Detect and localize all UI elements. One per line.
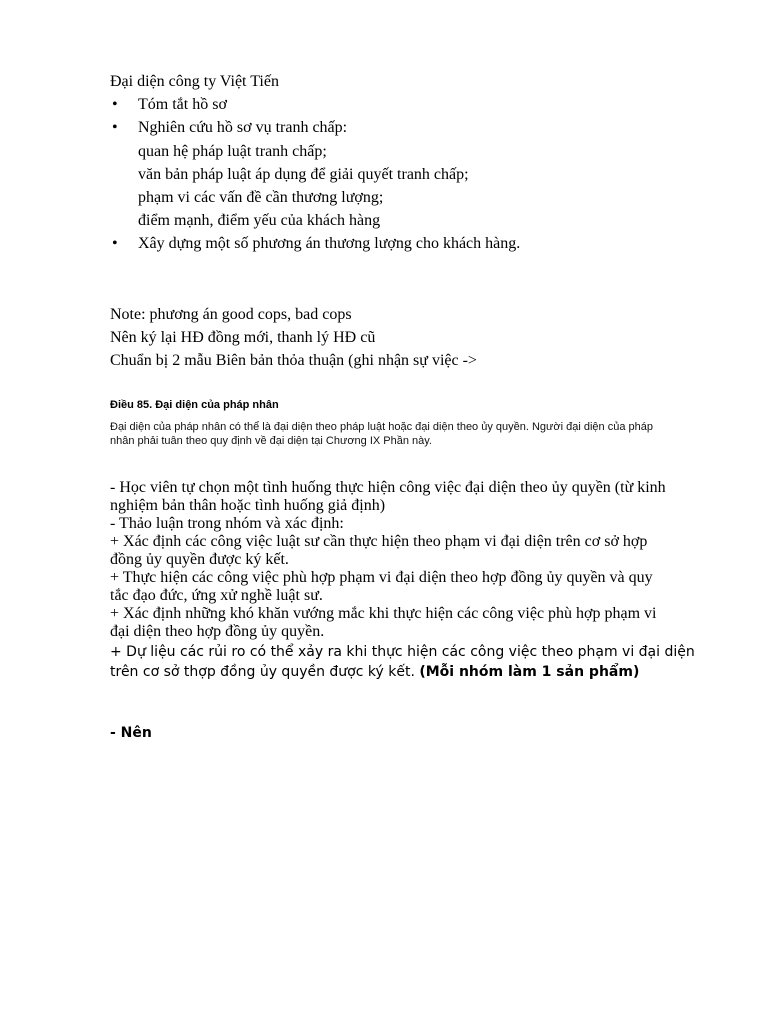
bullet-item bbox=[110, 93, 710, 116]
sub-item: quan hệ pháp luật tranh chấp; bbox=[138, 143, 327, 160]
sub-item: phạm vi các vấn đề cần thương lượng; bbox=[138, 189, 384, 206]
article-body-line: nhân phải tuân theo quy định về đại diện tại Chương IX Phần này. bbox=[110, 435, 432, 447]
task-line bbox=[110, 662, 639, 682]
sub-item: văn bản pháp luật áp dụng để giải quyết tranh chấp; bbox=[138, 166, 469, 183]
task-line: đồng ủy quyền được ký kết. bbox=[110, 551, 289, 568]
article-body-line: Đại diện của pháp nhân có thể là đại diện theo pháp luật hoặc đại diện theo ủy quyền. Người đại diện của pháp bbox=[110, 421, 653, 433]
note-line: Chuẩn bị 2 mẫu Biên bản thỏa thuận (ghi nhận sự việc -> bbox=[110, 352, 477, 369]
bullet-item bbox=[110, 116, 710, 139]
task-line: + Xác định các công việc luật sư cần thực hiện theo phạm vi đại diện trên cơ sở hợp bbox=[110, 533, 648, 550]
bullet-text: Nghiên cứu hồ sơ vụ tranh chấp: bbox=[138, 119, 348, 136]
bullet-marker: • bbox=[112, 96, 118, 113]
task-line: tắc đạo đức, ứng xử nghề luật sư. bbox=[110, 587, 323, 604]
bullet-item bbox=[110, 232, 710, 255]
task-line: nghiệm bản thân hoặc tình huống giả định) bbox=[110, 497, 386, 514]
task-line: - Thảo luận trong nhóm và xác định: bbox=[110, 515, 344, 532]
task-line: + Thực hiện các công việc phù hợp phạm vi đại diện theo hợp đồng ủy quyền và quy bbox=[110, 569, 653, 586]
bullet-text: Tóm tắt hồ sơ bbox=[138, 96, 227, 113]
note-line: Nên ký lại HĐ đồng mới, thanh lý HĐ cũ bbox=[110, 329, 376, 346]
bullet-marker: • bbox=[112, 235, 118, 252]
task-text: trên cơ sở thợp đồng ủy quyền được ký kết. bbox=[110, 664, 420, 680]
task-emphasis: (Mỗi nhóm làm 1 sản phẩm) bbox=[419, 664, 640, 680]
sub-item: điểm mạnh, điểm yếu của khách hàng bbox=[138, 212, 381, 229]
bullet-marker: • bbox=[112, 119, 118, 136]
footer-item: - Nên bbox=[110, 725, 152, 741]
task-line: + Dự liệu các rủi ro có thể xảy ra khi thực hiện các công việc theo phạm vi đại diện bbox=[110, 644, 695, 660]
bullet-text: Xây dựng một số phương án thương lượng cho khách hàng. bbox=[138, 235, 521, 252]
section-heading: Đại diện công ty Việt Tiến bbox=[110, 73, 279, 90]
article-title: Điều 85. Đại diện của pháp nhân bbox=[110, 399, 279, 411]
task-line: - Học viên tự chọn một tình huống thực hiện công việc đại diện theo ủy quyền (từ kinh bbox=[110, 479, 666, 496]
task-line: đại diện theo hợp đồng ủy quyền. bbox=[110, 623, 325, 640]
task-line: + Xác định những khó khăn vướng mắc khi thực hiện các công việc phù hợp phạm vi bbox=[110, 605, 657, 622]
note-line: Note: phương án good cops, bad cops bbox=[110, 306, 352, 323]
